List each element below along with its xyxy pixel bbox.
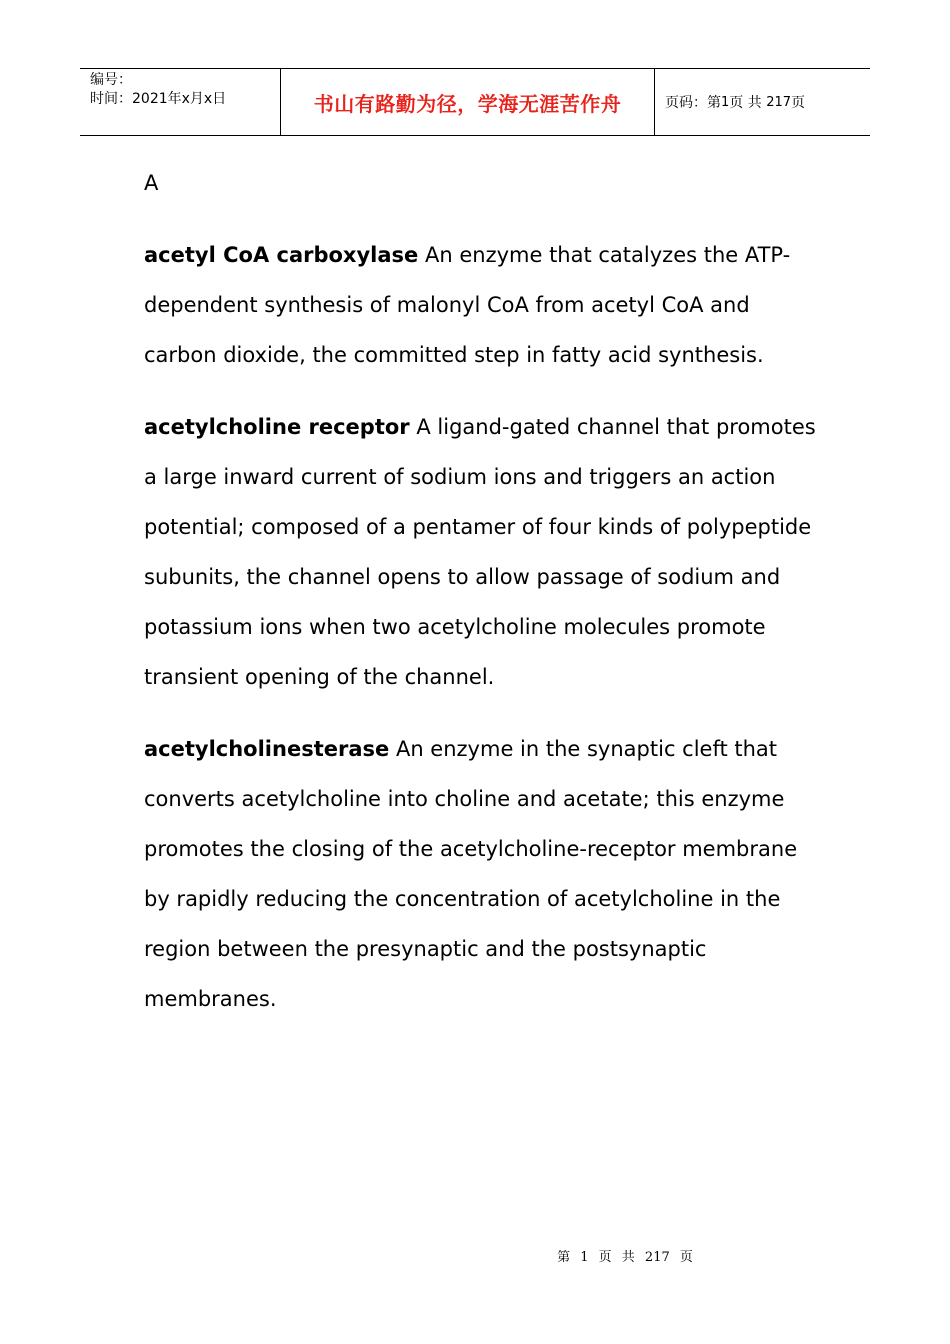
page-mid: 页 共: [729, 95, 762, 111]
header-motto: 书山有路勤为径，学海无涯苦作舟: [313, 91, 622, 116]
header-page-cell: [655, 69, 870, 135]
document-number-label: 编号：: [90, 72, 132, 88]
entry-definition: An enzyme that catalyzes the ATP-dependent synthesis of malonyl CoA from acetyl CoA and carbon dioxide, the committed step in fatty acid synthesis.: [144, 243, 791, 367]
glossary-entry: [144, 402, 824, 702]
glossary-entry: [144, 724, 824, 1024]
document-date-label: 时间：2021年x月x日: [90, 91, 227, 107]
entry-term: acetylcholinesterase: [144, 737, 390, 761]
entry-definition: A ligand-gated channel that promotes a large inward current of sodium ions and triggers an action potential; composed of a pentamer of four kinds of polypeptide subunits, the channel opens to allow passage of sodium and potassium ions when two acetylcholine molecules promote transient opening of the channel.: [144, 415, 816, 689]
page-footer: 第 1 页 共 217 页: [557, 1250, 693, 1265]
header-motto-cell: [281, 69, 655, 135]
page-total: 217: [766, 94, 792, 110]
entry-term: acetylcholine receptor: [144, 415, 410, 439]
glossary-content: [144, 158, 824, 1046]
page-header: [80, 68, 870, 136]
entry-definition: An enzyme in the synaptic cleft that converts acetylcholine into choline and acetate; this enzyme promotes the closing of the acetylcholine-receptor membrane by rapidly reducing the concentration of acetylcholine in the region between the presynaptic and the postsynaptic membranes.: [144, 737, 798, 1011]
entry-term: acetyl CoA carboxylase: [144, 243, 419, 267]
page-current: 1: [721, 94, 730, 110]
header-meta-cell: [80, 69, 281, 135]
glossary-entry: [144, 230, 824, 380]
section-letter: A: [144, 171, 159, 195]
page-suffix: 页: [791, 95, 806, 111]
page-prefix: 页码：第: [665, 95, 721, 111]
